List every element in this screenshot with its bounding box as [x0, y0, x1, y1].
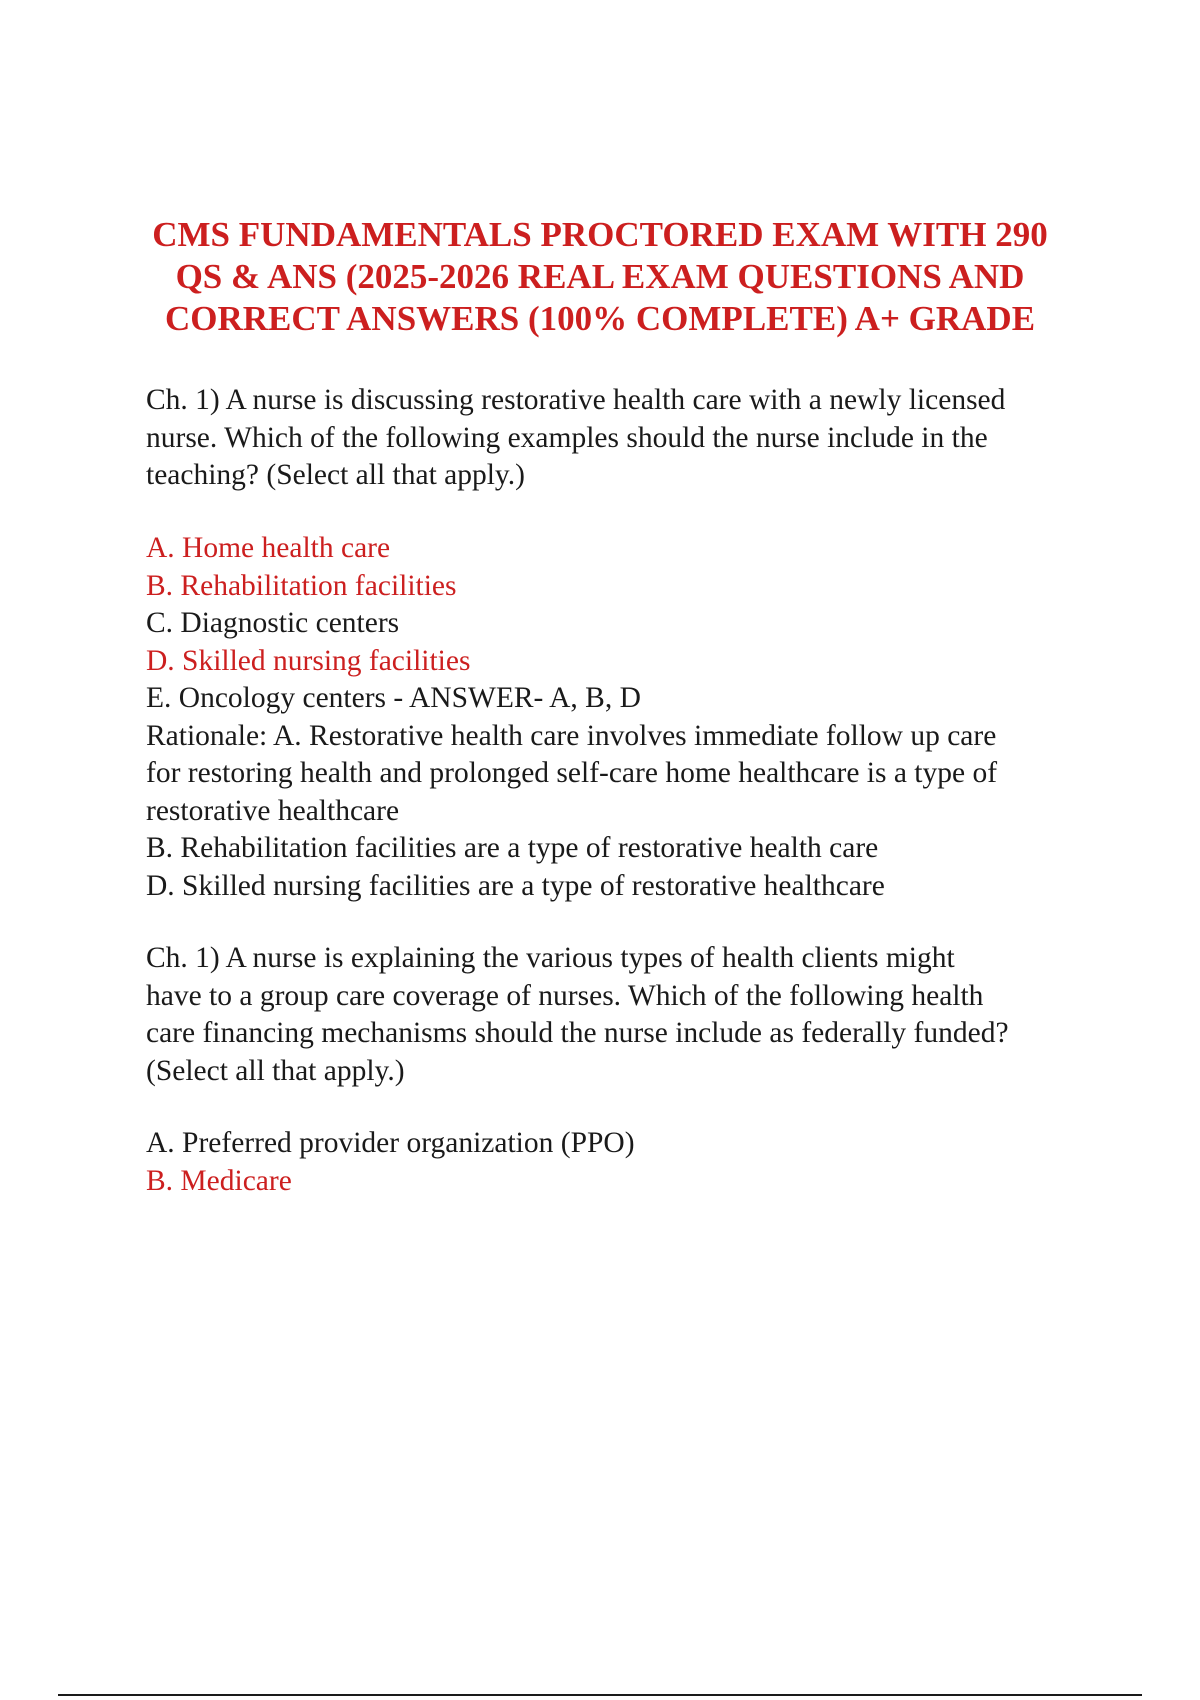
- option: C. Diagnostic centers: [146, 607, 400, 639]
- rationale-line: B. Rehabilitation facilities are a type of restorative health care: [146, 832, 879, 864]
- option-correct: A. Home health care: [146, 532, 391, 564]
- option-correct: B. Rehabilitation facilities: [146, 569, 457, 602]
- rationale-line: D. Skilled nursing facilities are a type of restorative healthcare: [146, 869, 885, 902]
- option-with-answer: E. Oncology centers - ANSWER- A, B, D: [146, 682, 641, 714]
- footer-divider: [58, 1694, 1142, 1696]
- question-2-stem-line: (Select all that apply.): [146, 1054, 405, 1087]
- question-2-stem-line: have to a group care coverage of nurses. Which of the following health: [146, 979, 984, 1012]
- question-1-stem-line: Ch. 1) A nurse is discussing restorative health care with a newly licensed: [146, 384, 1006, 416]
- title-line-1: CMS FUNDAMENTALS PROCTORED EXAM WITH 290: [152, 215, 1048, 254]
- option-correct: D. Skilled nursing facilities: [146, 644, 471, 677]
- question-2-stem-line: Ch. 1) A nurse is explaining the various types of health clients might: [146, 942, 955, 974]
- option: A. Preferred provider organization (PPO): [146, 1127, 635, 1159]
- question-2-options: [146, 1125, 1096, 1200]
- question-1-stem: [146, 382, 1096, 495]
- option-correct: B. Medicare: [146, 1164, 292, 1197]
- question-1-stem-line: nurse. Which of the following examples should the nurse include in the: [146, 421, 988, 454]
- document-title: [120, 214, 1080, 340]
- question-1-options: [146, 530, 1096, 905]
- title-line-3: CORRECT ANSWERS (100% COMPLETE) A+ GRADE: [164, 299, 1036, 338]
- title-line-2: QS & ANS (2025-2026 REAL EXAM QUESTIONS AND: [175, 257, 1025, 296]
- rationale-line: for restoring health and prolonged self-care home healthcare is a type of: [146, 757, 998, 789]
- rationale-line: Rationale: A. Restorative health care involves immediate follow up care: [146, 719, 997, 752]
- rationale-line: restorative healthcare: [146, 794, 400, 827]
- question-2-stem-line: care financing mechanisms should the nurse include as federally funded?: [146, 1017, 1009, 1049]
- question-1-stem-line: teaching? (Select all that apply.): [146, 459, 525, 491]
- question-2-stem: [146, 940, 1096, 1090]
